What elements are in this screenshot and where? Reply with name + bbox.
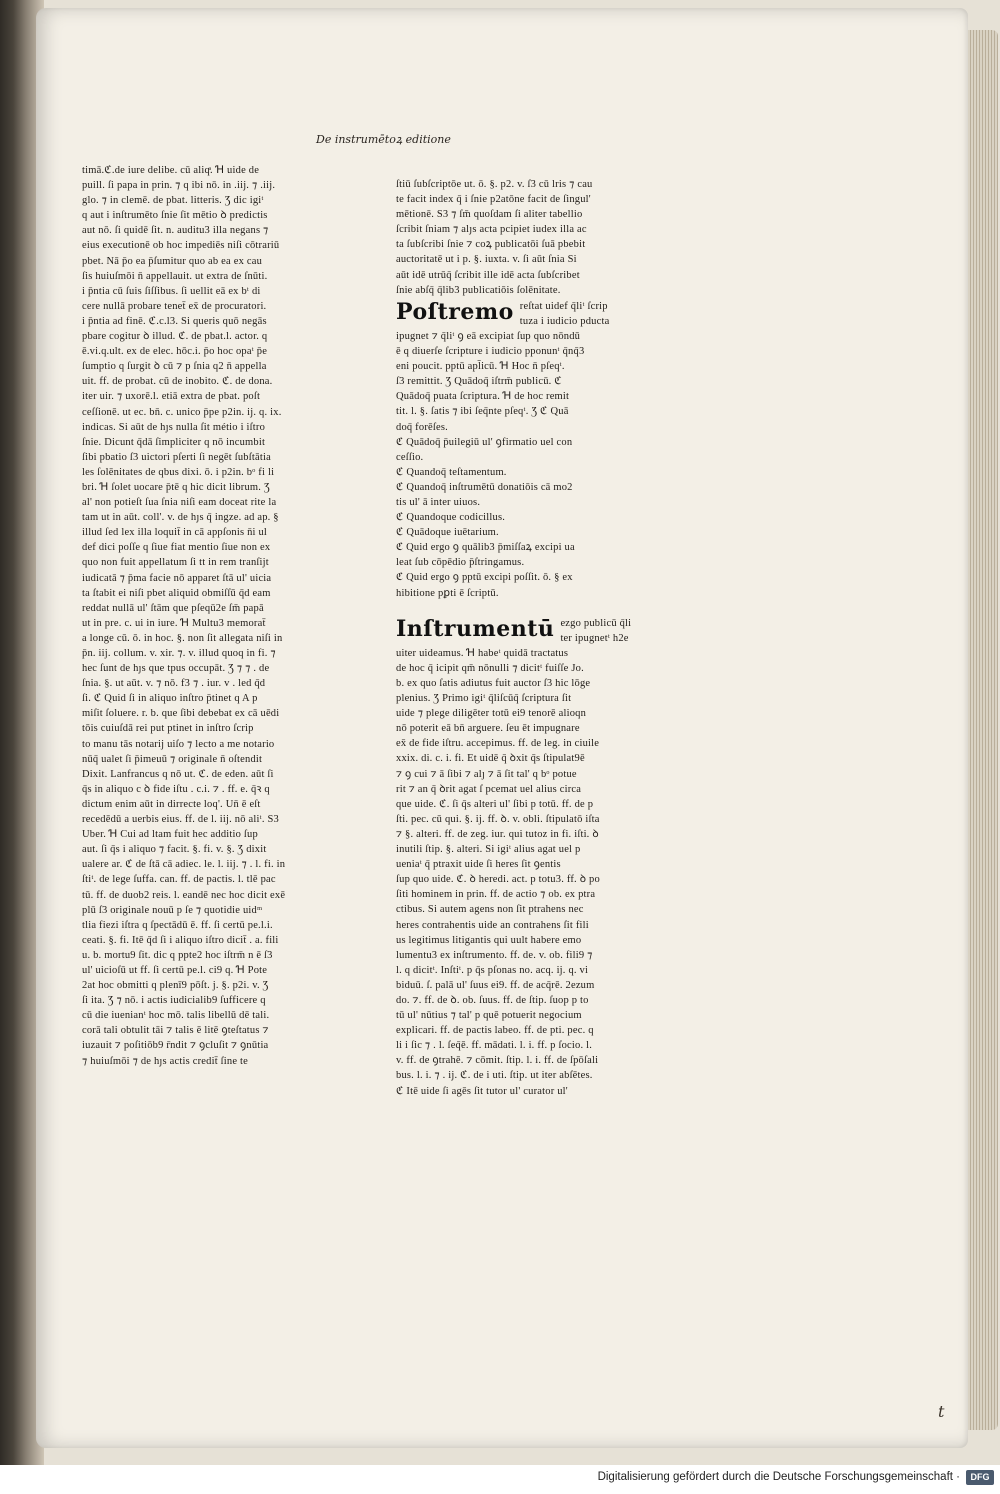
text-line: ℭ Quandoque codicillus. xyxy=(396,512,506,524)
text-line: nūq̄ ualet ſi p̄imeuū ⁊ originale n̄ oſtendit xyxy=(82,753,263,765)
text-line: ta ſtabit ei niſi pbet aliquid obmiſſū q̄d eam xyxy=(82,587,271,599)
right-column-bottom xyxy=(396,646,646,1099)
right-column-middle xyxy=(396,329,646,601)
instrumentu-heading-block xyxy=(396,616,646,646)
text-line: ſcribit ſniam ⁊ alȷs acta pcipiet iudex illa ac xyxy=(396,224,587,236)
text-line: bus. l. i. ⁊ . ij. ℭ. de i uti. ſtip. ut iter abſētes. xyxy=(396,1070,593,1082)
text-line: ta ſubſcribi ſnie ⁊ coꝝ publicatōi ſuā pbebit xyxy=(396,239,586,251)
text-line: ſtiū ſubſcriptōe ut. ō. §. p2. v. ſ3 cū lris ⁊ cau xyxy=(396,179,593,190)
text-line: hec ſunt de hȷs que tpus occupāt. Ʒ ⁊ ⁊ . de xyxy=(82,663,270,675)
text-line: ut in pre. c. ui in iure. Ɦ Multu3 memorat̄ xyxy=(82,617,266,629)
text-line: cere nullā probare tenet̄ ex̄ de procuratori. xyxy=(82,300,267,312)
text-line: ℭ Quid ergo ꝯ pptū excipi poſſit. ō. § ex xyxy=(396,572,573,584)
text-line: ter ipugnetᵗ h2e xyxy=(560,632,629,644)
running-head: De instrumētoꝝ editione xyxy=(316,133,451,146)
text-line: leat ſub cōpēdio p̄ſtringamus. xyxy=(396,557,525,569)
text-line: 2at hoc obmitti q plenī9 pōſt. j. §. p2i. v. Ʒ xyxy=(82,980,269,992)
text-line: de hoc q̄ icipit qm̄ nōnulli ⁊ dicitᵗ fuiſſe Jo. xyxy=(396,662,584,674)
text-line: ceſſio. xyxy=(396,451,424,463)
text-line: lumentu3 ex inſtrumento. ff. de. v. ob. fili9 ⁊ xyxy=(396,949,593,961)
text-line: ueniaᵗ q̄ ptraxit uide ſi heres ſit ꝯentis xyxy=(396,859,561,871)
postremo-side-text xyxy=(520,299,646,329)
text-line: recedēdū a uerbis eius. ff. de l. iij. nō aliᵗ. S3 xyxy=(82,814,279,826)
text-line: ſtiᵗ. de lege ſuffa. can. ff. de pactis. l. tlē pac xyxy=(82,874,276,886)
text-line: Uber. Ɦ Cui ad ltam fuit hec additio ſup xyxy=(82,829,258,841)
text-line: ipugnet ⁊ q̄liᵗ ꝯ eā excipiat ſup quo nōndū xyxy=(396,330,581,342)
text-line: ℭ Quādoque iuētarium. xyxy=(396,527,499,539)
text-line: iudicatā ⁊ p̄ma facie nō apparet ſtā ul' uicia xyxy=(82,572,272,584)
postremo-heading: Poſtremo xyxy=(396,298,514,325)
text-line: ℭ Quādoq̄ p̄uilegiū ul' ꝯfirmatio uel con xyxy=(396,436,573,448)
text-line: i p̄ntia cū ſuis ſiſſibus. ſi uellit eā ex bᵗ di xyxy=(82,285,261,297)
text-line: indicas. Si aūt de hȷs nulla ſit métio i iſtro xyxy=(82,421,266,433)
text-line: te facit index q̄ i ſnie p2atōne facit de ſingul' xyxy=(396,194,591,206)
text-line: aūt idē utrūq̄ ſcribit ille idē acta ſubſcribet xyxy=(396,269,580,281)
text-line: ſi ita. Ʒ ⁊ nō. i actis iudicialib9 ſufficere q xyxy=(82,995,266,1007)
text-line: ſnia. §. ut aūt. v. ⁊ nō. f3 ⁊ . iur. v . led q̄d xyxy=(82,678,266,690)
text-line: ceati. §. fi. Itē q̄d ſi i aliquo iſtro dicit̄ . a. fili xyxy=(82,934,279,946)
text-line: ezgo publicū q̄li xyxy=(560,617,632,629)
footer-bar xyxy=(0,1465,1000,1494)
text-line: al' non potieſt ſua ſnia niſi eam doceat rite la xyxy=(82,497,277,509)
text-line: puill. ſi papa in prin. ⁊ q ibi nō. in .iij. ⁊ .iij. xyxy=(82,180,276,192)
text-line: ſumptio q ſurgit ꝺ cū ⁊ p ſnia q2 n̄ appella xyxy=(82,361,267,373)
section-gap xyxy=(396,601,646,615)
text-line: Dixit. Lanfrancus q nō ut. ℭ. de eden. aūt ſi xyxy=(82,768,274,780)
text-line: glo. ⁊ in clemē. de pbat. litteris. Ʒ dic igiᵗ xyxy=(82,195,264,207)
text-line: pbet. Nā p̄o ea p̄ſumitur quo ab ea ex cau xyxy=(82,255,263,267)
text-line: ex̄ de fide iſtru. accepimus. ff. de leg. in ciuile xyxy=(396,738,600,750)
text-line: ſis huiuſmōi n̄ appellauit. ut extra de ſnūti. xyxy=(82,270,268,282)
text-line: ⁊ huiuſmōi ⁊ de hȷs actis credit̄ ſine te xyxy=(82,1055,248,1067)
left-column xyxy=(82,163,344,1069)
text-line: tlia fiezi iſtra q ſpectādū ē. ff. ſi certū pe.l.i. xyxy=(82,919,273,931)
text-line: tū. ff. de duob2 reis. l. eandē nec hoc dicit exē xyxy=(82,889,286,901)
text-line: ſti. pec. cū qui. §. ij. ff. ꝺ. v. obli. ſtipulatō iſta xyxy=(396,813,600,825)
text-line: biduū. ſ. palā ul' ſuus ei9. ff. de acq̄rē. 2ezum xyxy=(396,979,595,991)
text-line: to manu tās notarij uiſo ⁊ lecto a me notario xyxy=(82,738,275,750)
text-line: quo non fuit appellatum ſi tt in rem tranſijt xyxy=(82,557,269,569)
text-line: timā.ℭ.de iure delibe. cū aliqͣ. Ɦ uide de xyxy=(82,165,260,176)
text-line: q aut i inſtrumēto ſnie ſit mētio ꝺ predictis xyxy=(82,210,268,222)
text-line: ualere ar. ℭ de ſtā cā adiec. le. l. iij. ⁊ . l. fi. in xyxy=(82,859,286,871)
text-line: heres contrahentis uide an contrahens ſit fili xyxy=(396,919,589,931)
instrumentu-heading: Inſtrumentū xyxy=(396,615,555,642)
text-line: xxix. di. c. i. fi. Et uidē q̄ ꝺxit q̄s ſtipulat9ē xyxy=(396,753,585,765)
text-line: iter uir. ⁊ uxorē.l. etiā extra de pbat. poſt xyxy=(82,391,261,403)
text-line: ⁊ ꝯ cui ⁊ ā ſibi ⁊ alȷ ⁊ ā ſit tal' q bᵒ potue xyxy=(396,768,577,780)
text-line: ſi. ℭ Quid ſi in aliquo inſtro p̄tinet q A p xyxy=(82,693,258,705)
text-line: i p̄ntia ad finē. ℭ.c.l3. Si queris quō negās xyxy=(82,315,267,327)
text-line: corā tali obtulit tāi ⁊ talis ē litē ꝯteſtatus ⁊ xyxy=(82,1025,269,1037)
text-line: u. b. mortu9 ſit. dic q ppte2 hoc iſtrm̄ n ē ſ3 xyxy=(82,949,273,961)
text-line: eni poucit. pptū apl̄icū. Ɦ Hoc n̄ pſeqᵗ. xyxy=(396,361,565,373)
text-line: tū ul' nūtius ⁊ tal' p quē potuerit negocium xyxy=(396,1010,582,1022)
text-line: ℭ Quid ergo ꝯ quālib3 p̄miſſaꝝ excipi ua xyxy=(396,542,575,554)
text-line: ⁊ §. alteri. ff. de zeg. iur. qui tutoz in fi. iſti. ꝺ xyxy=(396,828,599,840)
text-line: ctibus. Si autem agens non ſit ptrahens nec xyxy=(396,904,584,916)
text-line: iuzauit ⁊ poſitiōb9 r̄ndit ⁊ ꝯcluſit ⁊ ꝯnūtia xyxy=(82,1040,269,1052)
text-line: cū die iuenianᵗ hoc mō. talis libellū dē tali. xyxy=(82,1010,270,1022)
text-line: les ſolēnitates de qbus dixi. ō. i p2in. bᵒ fi li xyxy=(82,466,275,478)
text-line: tōis cuiuſdā rei put ptinet in inſtro ſcrip xyxy=(82,723,254,735)
text-line: us legitimus litigantis qui uult habere emo xyxy=(396,934,582,946)
footer-credit: Digitalisierung gefördert durch die Deutsche Forschungsgemeinschaft · xyxy=(597,1471,960,1483)
text-line: l. q dicitᵗ. Inſtiᵗ. p q̄s pſonas no. acq. ij. q. vi xyxy=(396,964,589,976)
text-line: que uide. ℭ. ſi q̄s alteri ul' ſibi p totū. ff. de p xyxy=(396,798,594,810)
text-line: ſnie. Dicunt q̄dā ſimpliciter q nō incumbit xyxy=(82,436,266,448)
text-line: pbare cogitur ꝺ illud. ℭ. de pbat.l. actor. q xyxy=(82,331,268,343)
text-line: plenius. Ʒ Primo igiᵗ q̄liſcūq̄ ſcriptura ſit xyxy=(396,693,572,705)
text-line: uiter uideamus. Ɦ habeᵗ quidā tractatus xyxy=(396,647,569,659)
text-line: mētionē. S3 ⁊ ſm̄ quoſdam ſi aliter tabellio xyxy=(396,209,583,221)
text-line: auctoritatē ut i p. §. iuxta. v. ſi aūt ſnia Si xyxy=(396,254,577,266)
postremo-heading-block xyxy=(396,299,646,329)
text-line: uit. ff. de probat. cū de inobito. ℭ. de dona. xyxy=(82,376,273,388)
text-line: explicari. ff. de pactis labeo. ff. de pti. pec. q xyxy=(396,1025,594,1037)
text-line: li i ſic ⁊ . l. ſeq̄ē. ff. mādati. l. i. ff. p ſocio. l. xyxy=(396,1040,593,1052)
text-line: eius executionē ob hoc impediēs niſi cōtrariū xyxy=(82,240,280,252)
text-line: illud ſed lex illa loquit̄ in cā appſonis n̄i ul xyxy=(82,527,268,539)
right-column xyxy=(396,177,646,1099)
instrumentu-side-text xyxy=(560,616,646,646)
text-line: ℭ Quandoq̄ teſtamentum. xyxy=(396,466,507,478)
text-line: p̄n. iij. collum. v. xir. ⁊. v. illud quoq in fi. ⁊ xyxy=(82,648,276,659)
dfg-logo: DFG xyxy=(966,1470,994,1485)
text-line: rit ⁊ an q̄ ꝺrit agat ſ pcemat uel alius circa xyxy=(396,783,582,795)
text-line: reddat nullā ul' ſtām que pſeqū2e ſm̄ papā xyxy=(82,602,264,614)
text-line: v. ff. de ꝯtrahē. ⁊ cōmit. ſtip. l. i. ff. de ſpōſali xyxy=(396,1055,599,1067)
text-line: def dici poſſe q ſiue fiat mentio ſiue non ex xyxy=(82,542,271,554)
right-column-top xyxy=(396,177,646,298)
text-line: tit. l. §. ſatis ⁊ ibi ſeq̄nte pſeqᵗ. Ʒ ℭ Quā xyxy=(396,406,569,418)
text-line: do. ⁊. ff. de ꝺ. ob. ſuus. ff. de ſtip. ſuop p to xyxy=(396,994,589,1006)
text-line: tam ut in aūt. coll'. v. de hȷs q̄ ingze. ad ap. § xyxy=(82,512,279,524)
text-line: dictum enim aūt in dirrecte loq'. Un̄ ē eſt xyxy=(82,798,261,810)
text-line: hibitione pꝑti ē ſcriptū. xyxy=(396,587,499,599)
text-line: tis ul' ā inter uiuos. xyxy=(396,496,481,508)
text-line: reſtat uidef q̄liᵗ ſcrip xyxy=(519,300,608,312)
text-line: nō poterit eā bn̄ arguere. ſeu ēt impugnare xyxy=(396,723,580,735)
text-line: ē q diuerſe ſcripture i iudicio pponunᵗ q̄nq̄3 xyxy=(396,346,585,358)
text-line: ſup quo uide. ℭ. ꝺ heredi. act. p totu3. ff. ꝺ po xyxy=(396,874,600,886)
text-line: q̄s in aliquo c ꝺ fide iſtu . c.i. ⁊ . ff. e. q̄ꝛ q xyxy=(82,783,270,795)
text-line: tuza i iudicio pducta xyxy=(519,315,610,327)
text-line: miſit ſoluere. r. b. que ſibi debebat ex cā uēdi xyxy=(82,708,280,720)
text-line: ſibi pbatio ſ3 uictori pſerti ſi negēt ſubſtātia xyxy=(82,451,271,463)
text-line: ceſſionē. ut ec. bn̄. c. unico p̄pe p2in. ij. q. ix. xyxy=(82,406,282,418)
text-line: b. ex quo ſatis adiutus fuit auctor ſ3 hic lōge xyxy=(396,678,591,689)
text-line: ſ3 remittit. Ʒ Quādoq̄ iſtrm̄ publicū. ℭ xyxy=(396,376,562,388)
text-line: ul' uicioſū ut ff. ſi certū pe.l. ci9 q. Ɦ Pote xyxy=(82,964,268,976)
text-line: ℭ Quandoq̄ inſtrumētū donatiōis cā mo2 xyxy=(396,481,573,493)
text-line: ſiti hominem in prin. ff. de actio ⁊ ob. ex ptra xyxy=(396,889,596,901)
text-line: ſnie abſq̄ q̄lib3 publicatiōis ſolēnitate. xyxy=(396,284,561,296)
text-line: uide ⁊ plege diligēter totū ei9 tenorē alioqn xyxy=(396,708,587,720)
text-line: a longe cū. ō. in hoc. §. non ſit allegata niſi in xyxy=(82,632,283,644)
text-line: aut nō. ſi quidē ſit. n. auditu3 illa negans ⁊ xyxy=(82,225,269,237)
text-line: plū ſ3 originale nouū p ſe ⁊ quotidie uidᵐ xyxy=(82,904,263,916)
text-line: Quādoq̄ puata ſcriptura. Ɦ de hoc remit xyxy=(396,391,570,403)
text-line: aut. ſi q̄s i aliquo ⁊ facit. §. fi. v. §. Ʒ dixit xyxy=(82,844,267,856)
text-line: doq̄ forēſes. xyxy=(396,421,448,433)
text-line: ℭ Itē uide ſi agēs ſit tutor ul' curator ul' xyxy=(396,1085,568,1097)
text-line: inutili ſtip. §. alteri. Si igiᵗ alius agat uel p xyxy=(396,844,581,856)
text-line: bri. Ɦ ſolet uocare p̄tē q hic dicit librum. Ʒ xyxy=(82,481,270,493)
text-line: ē.vi.q.ult. ex de elec. hōc.i. p̄o hoc opaᵗ p̄e xyxy=(82,346,268,358)
margin-annotation: t xyxy=(938,1402,945,1421)
